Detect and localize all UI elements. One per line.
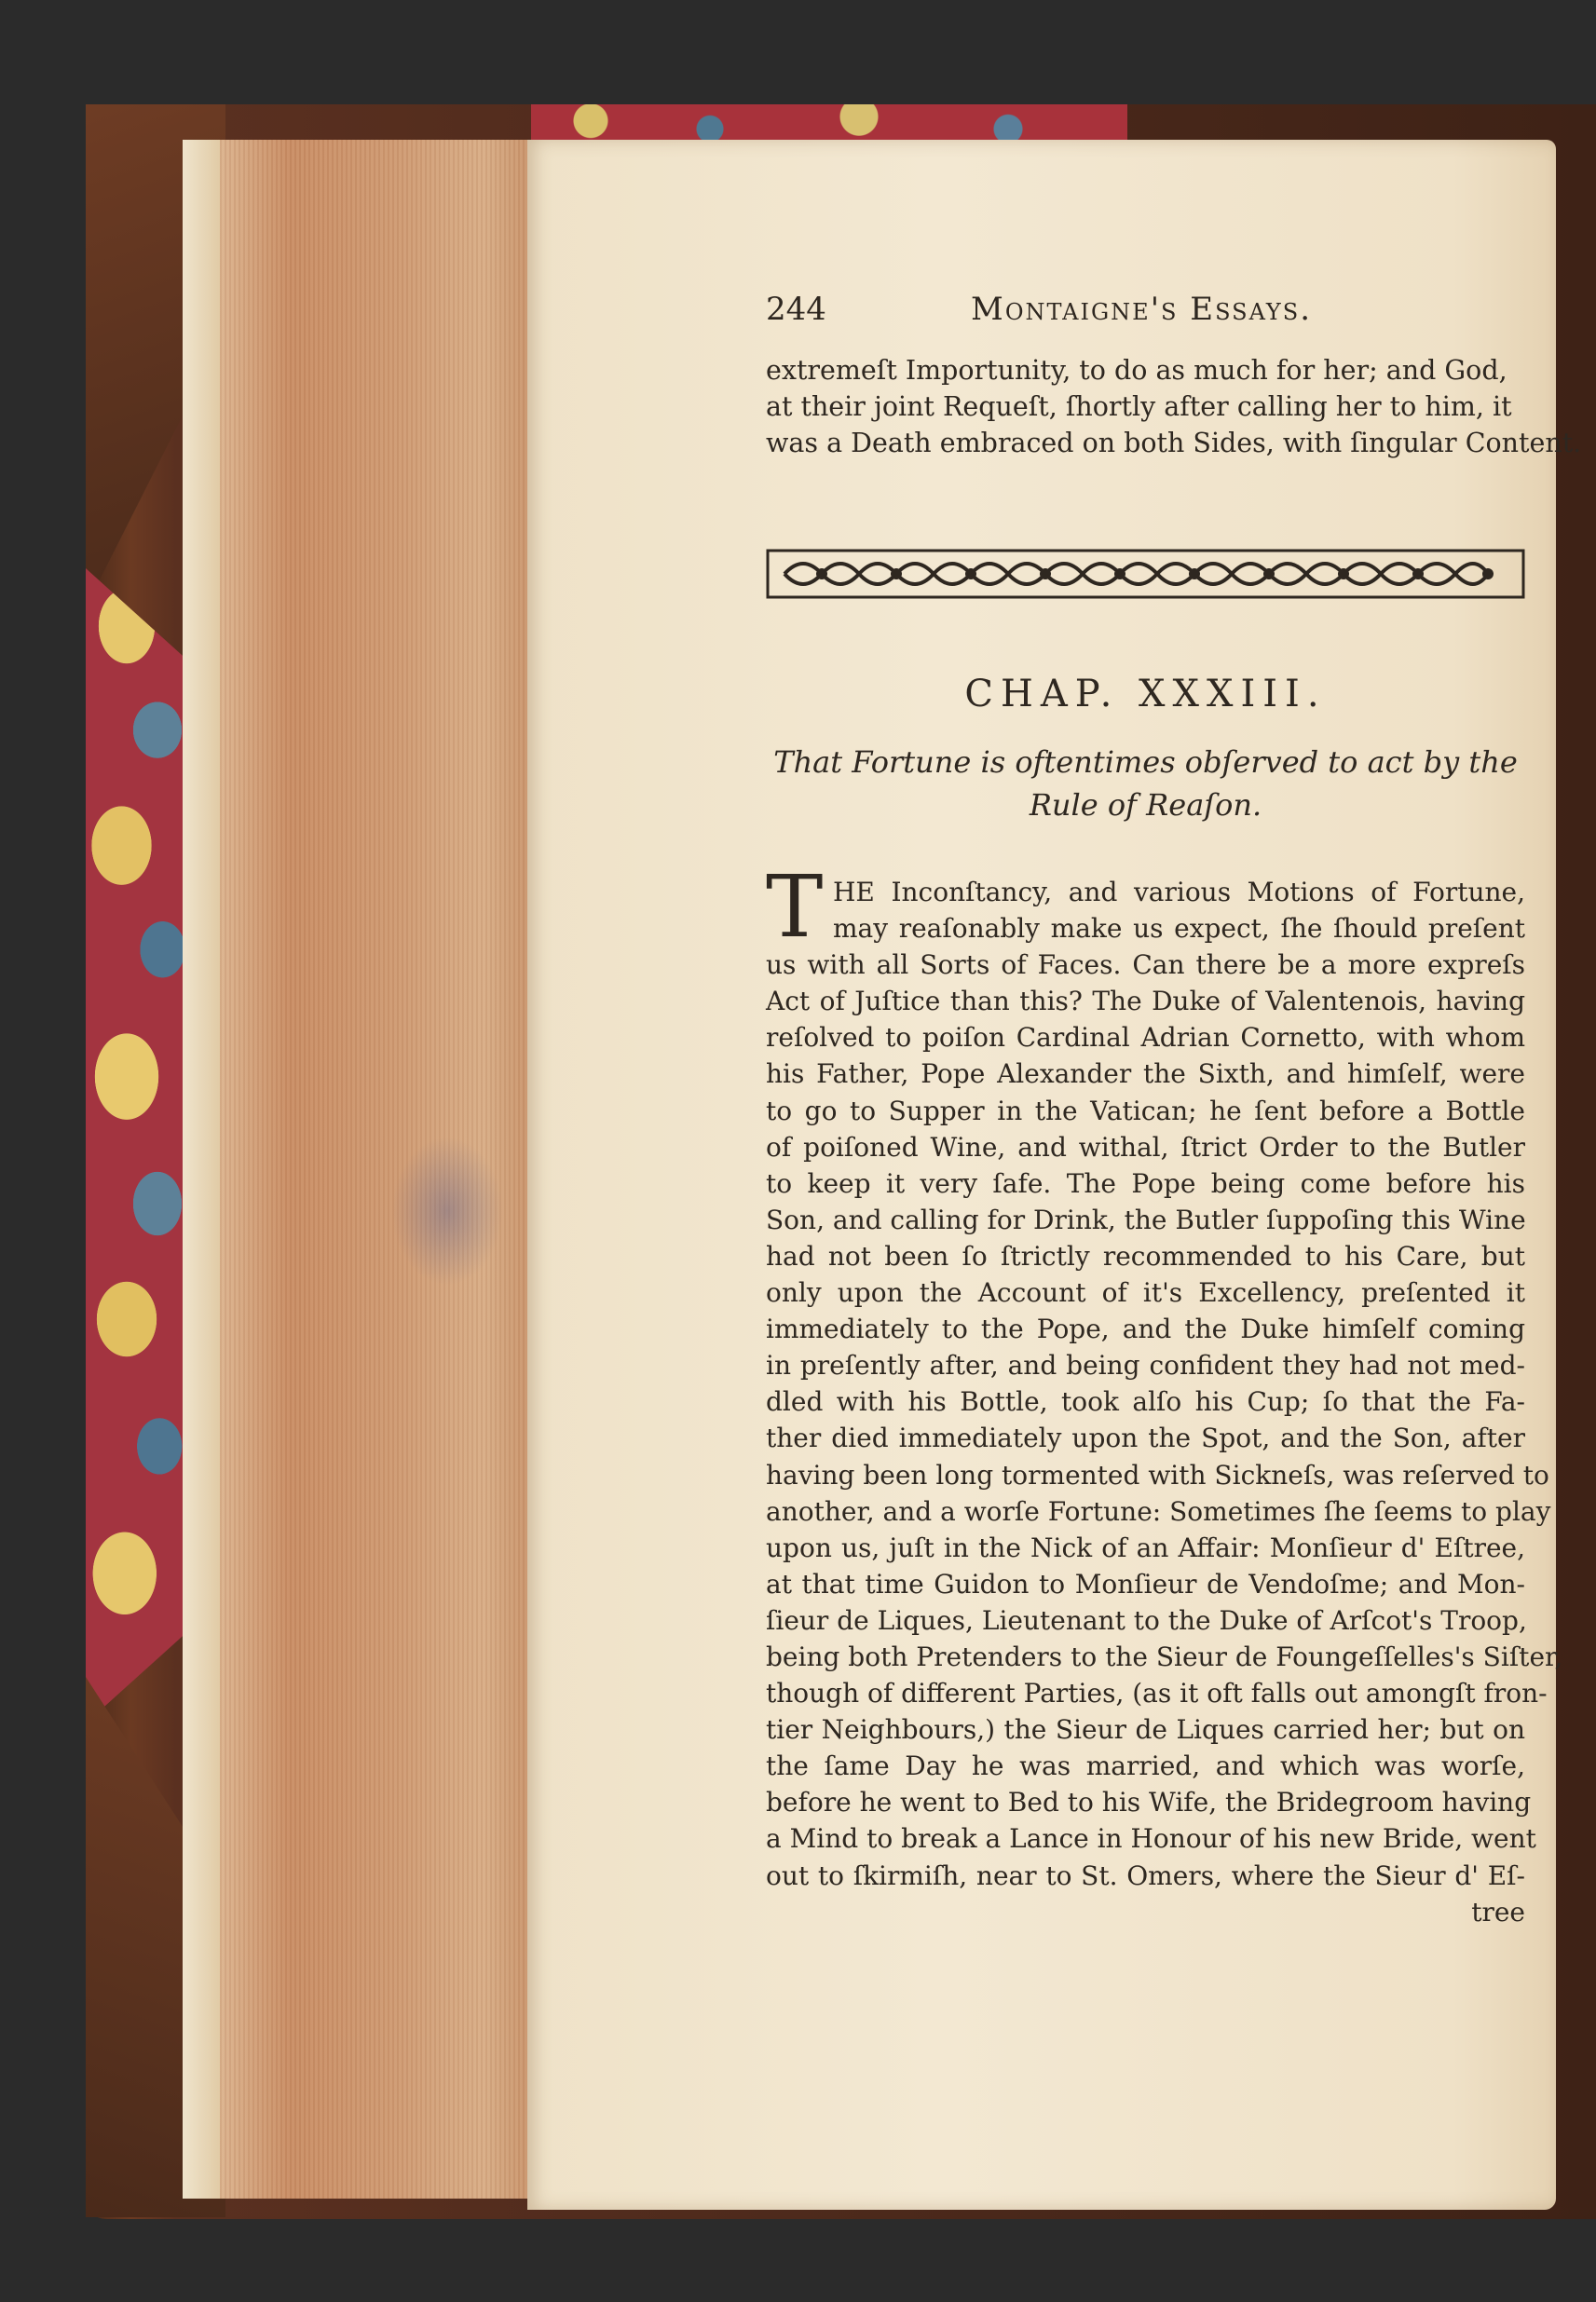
text-line: had not been ſo ſtrictly recommended to his Care, but	[766, 1240, 1525, 1272]
text-line: immediately to the Pope, and the Duke himſelf coming	[766, 1314, 1525, 1345]
text-line: at their joint Requeſt, ſhortly after calling her to him, it	[766, 391, 1512, 422]
text-line: was a Death embraced on both Sides, with ſingular Content.	[766, 428, 1582, 458]
text-line: only upon the Account of it's Excellency, preſented it	[766, 1277, 1525, 1309]
page-block-highlight	[183, 140, 220, 2199]
text-line: his Father, Pope Alexander the Sixth, and himſelf, were	[766, 1058, 1525, 1090]
text-line: in preſently after, and being confident they had not med-	[766, 1350, 1525, 1382]
text-line: at that time Guidon to Monſieur de Vendoſme; and Mon-	[766, 1568, 1525, 1600]
page-number: 244	[766, 291, 826, 328]
text-line: having been long tormented with Sickneſs, was reſerved to	[766, 1459, 1549, 1491]
ink-smudge	[391, 1137, 503, 1286]
chapter-subtitle	[766, 741, 1525, 826]
running-title: Montaigne's Essays.	[971, 291, 1313, 328]
text-line: ſieur de Liques, Lieutenant to the Duke of Arſcot's Troop,	[766, 1604, 1527, 1636]
text-line: another, and a worſe Fortune: Sometimes ſhe ſeems to play	[766, 1495, 1551, 1527]
catchword: tree	[1471, 1896, 1525, 1927]
text-line: may reaſonably make us expect, ſhe ſhould preſent	[833, 913, 1525, 945]
text-line: Son, and calling for Drink, the Butler ſuppoſing this Wine	[766, 1204, 1526, 1235]
continuation-paragraph	[766, 352, 1582, 461]
marbled-board-side	[86, 568, 188, 1723]
text-line: HE Inconſtancy, and various Motions of Fortune,	[833, 877, 1525, 907]
subtitle-line: Rule of Reaſon.	[1029, 787, 1262, 823]
text-line: to go to Supper in the Vatican; he ſent before a Bottle	[766, 1095, 1525, 1126]
subtitle-line: That Fortune is oftentimes obſerved to act by the	[773, 744, 1518, 780]
text-line: out to ſkirmiſh, near to St. Omers, where the Sieur d' Eſ-	[766, 1859, 1525, 1891]
drop-cap: T	[766, 857, 824, 957]
text-line: upon us, juſt in the Nick of an Affair: Monſieur d' Eſtree,	[766, 1532, 1525, 1563]
text-line: the ſame Day he was married, and which was worſe,	[766, 1750, 1525, 1782]
chapter-title: CHAP. XXXIII.	[964, 673, 1327, 715]
text-line: extremeſt Importunity, to do as much for her; and God,	[766, 355, 1507, 386]
text-line: dled with his Bottle, took alſo his Cup; ſo that the Fa-	[766, 1386, 1525, 1418]
text-line: a Mind to break a Lance in Honour of his new Bride, went	[766, 1823, 1536, 1855]
text-line: reſolved to poiſon Cardinal Adrian Cornetto, with whom	[766, 1022, 1525, 1054]
body-text	[766, 874, 1563, 1930]
text-line: though of different Parties, (as it oft falls out amongſt fron-	[766, 1678, 1548, 1709]
running-head	[766, 291, 1381, 343]
ornamental-headpiece	[766, 545, 1525, 603]
text-line: ther died immediately upon the Spot, and the Son, after	[766, 1423, 1525, 1454]
text-line: being both Pretenders to the Sieur de Foungeſſelles's Siſter,	[766, 1641, 1563, 1672]
text-line: to keep it very ſafe. The Pope being come before his	[766, 1167, 1525, 1199]
text-line: tier Neighbours,) the Sieur de Liques carried her; but on	[766, 1714, 1525, 1746]
text-line: before he went to Bed to his Wife, the Bridegroom having	[766, 1787, 1532, 1818]
text-line: Act of Juſtice than this? The Duke of Valentenois, having	[766, 986, 1525, 1017]
text-line: of poiſoned Wine, and withal, ſtrict Order to the Butler	[766, 1131, 1525, 1163]
text-line: us with all Sorts of Faces. Can there be a more expreſs	[766, 949, 1525, 981]
